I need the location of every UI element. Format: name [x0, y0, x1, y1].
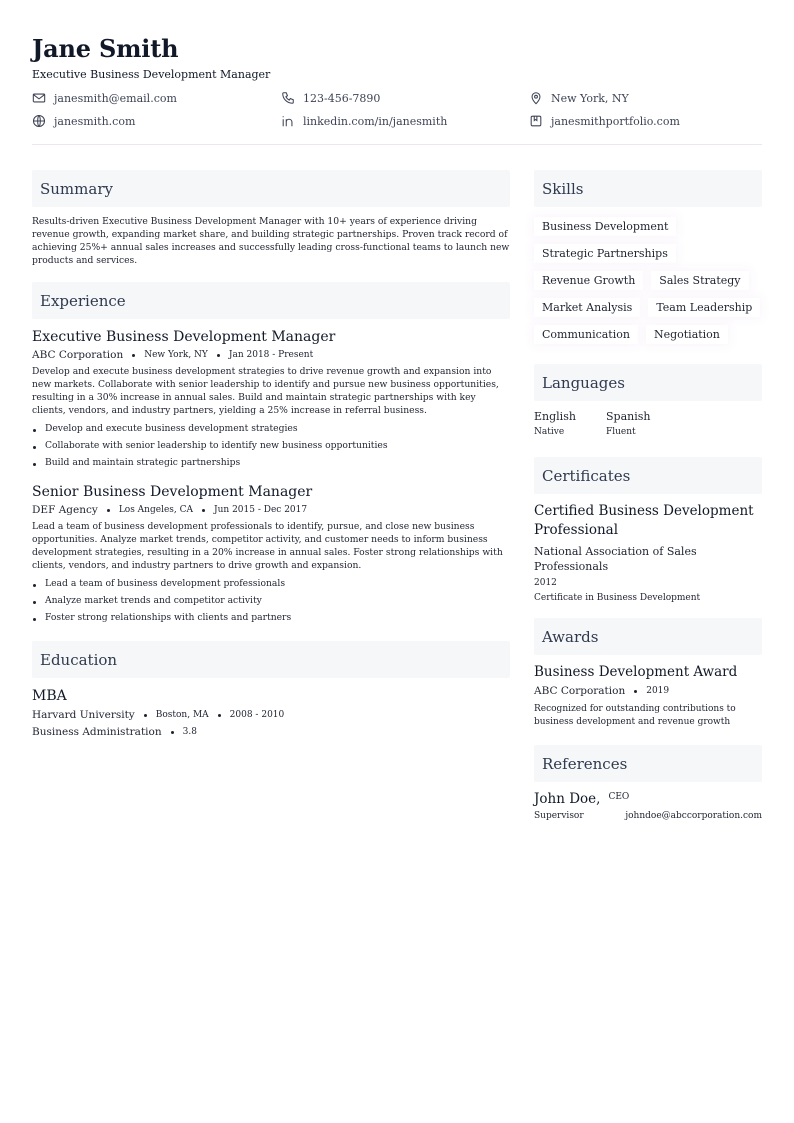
candidate-headline: Executive Business Development Manager	[32, 68, 271, 81]
education-degree: MBA	[32, 688, 67, 704]
job-entry	[32, 484, 510, 626]
job-description: Develop and execute business development strategies to drive revenue growth and expansion into new markets. Collaborate with senior leadership to identify and pursue new business opportunities, resulting in a 30% increase in annual sales. Build and maintain strategic partnerships with key clients, vendors, and industry partners, yielding a 25% increase in referral business.	[32, 366, 499, 416]
skill-tag: Team Leadership	[648, 298, 760, 317]
contact-phone[interactable]	[281, 91, 380, 105]
phone-icon	[281, 91, 295, 105]
summary-text: Results-driven Executive Business Development Manager with 10+ years of experience driving revenue growth, expanding market share, and building strategic partnerships. Proven track record of achieving 25%+ annual sales increases and successfully leading cross-functional teams to launch new products and services.	[32, 216, 510, 266]
job-meta	[32, 504, 510, 516]
skill-tag: Revenue Growth	[534, 271, 643, 290]
skill-tag: Market Analysis	[534, 298, 640, 317]
award-year: 2019	[646, 686, 670, 696]
header-divider	[32, 144, 762, 145]
reference-entry	[534, 790, 762, 821]
language-item	[606, 410, 678, 437]
job-bullet: Analyze market trends and competitor activity	[32, 592, 510, 609]
certificates-heading: Certificates	[534, 457, 762, 494]
certificate-name: Certified Business Development Professional	[534, 503, 754, 538]
award-issuer: ABC Corporation	[534, 685, 626, 697]
job-bullet: Develop and execute business development strategies	[32, 420, 510, 437]
language-name: Spanish	[606, 410, 651, 423]
portfolio-text: janesmithportfolio.com	[551, 114, 680, 128]
contact-website[interactable]	[32, 114, 135, 128]
side-column	[534, 170, 762, 821]
job-bullet: Collaborate with senior leadership to identify new business opportunities	[32, 437, 510, 454]
reference-email[interactable]: johndoe@abccorporation.com	[625, 811, 762, 821]
reference-role: CEO	[608, 792, 630, 802]
awards-heading: Awards	[534, 618, 762, 655]
education-meta	[32, 709, 510, 721]
summary-heading: Summary	[32, 170, 510, 207]
reference-details	[534, 811, 762, 821]
skill-tag: Communication	[534, 325, 638, 344]
mail-icon	[32, 91, 46, 105]
education-entry	[32, 688, 510, 738]
job-bullets	[32, 575, 510, 626]
languages-heading: Languages	[534, 364, 762, 401]
skill-tag: Business Development	[534, 217, 676, 236]
candidate-name: Jane Smith	[32, 34, 179, 63]
separator-dot	[107, 509, 110, 512]
certificate-entry	[534, 502, 762, 603]
contact-location	[529, 91, 629, 105]
certificate-issuer: National Association of Sales Professionals	[534, 545, 697, 573]
phone-text: 123-456-7890	[303, 91, 381, 105]
globe-icon	[32, 114, 46, 128]
linkedin-icon	[281, 114, 295, 128]
separator-dot	[634, 690, 637, 693]
job-location: Los Angeles, CA	[118, 505, 194, 515]
job-bullets	[32, 420, 510, 471]
job-meta	[32, 349, 510, 361]
skills-list	[534, 217, 762, 344]
reference-relation: Supervisor	[534, 811, 584, 821]
bookmark-icon	[529, 114, 543, 128]
education-heading: Education	[32, 641, 510, 678]
website-text: janesmith.com	[54, 114, 136, 128]
job-entry	[32, 329, 510, 471]
separator-dot	[202, 509, 205, 512]
linkedin-text: linkedin.com/in/janesmith	[303, 114, 448, 128]
reference-name: John Doe,	[534, 791, 601, 807]
contact-portfolio[interactable]	[529, 114, 680, 128]
education-location: Boston, MA	[155, 710, 209, 720]
job-title: Executive Business Development Manager	[32, 329, 336, 345]
separator-dot	[217, 354, 220, 357]
job-title: Senior Business Development Manager	[32, 484, 313, 500]
separator-dot	[218, 714, 221, 717]
job-company: DEF Agency	[32, 504, 98, 516]
skills-heading: Skills	[534, 170, 762, 207]
certificate-year: 2012	[534, 578, 557, 588]
certificate-description: Certificate in Business Development	[534, 593, 701, 603]
job-bullet: Foster strong relationships with clients and partners	[32, 609, 510, 626]
location-pin-icon	[529, 91, 543, 105]
separator-dot	[171, 731, 174, 734]
job-bullet: Build and maintain strategic partnerships	[32, 454, 510, 471]
skill-tag: Strategic Partnerships	[534, 244, 676, 263]
job-description: Lead a team of business development professionals to identify, pursue, and close new business opportunities. Analyze market trends, competitor activity, and customer needs to inform business development strategies, resulting in a 20% increase in annual sales. Foster strong relationships with clients, vendors, and industry partners to drive growth and expansion.	[32, 521, 503, 571]
experience-heading: Experience	[32, 282, 510, 319]
education-gpa: 3.8	[182, 727, 197, 737]
language-item	[534, 410, 606, 437]
education-field-meta	[32, 726, 510, 738]
separator-dot	[132, 354, 135, 357]
job-company: ABC Corporation	[32, 349, 124, 361]
language-name: English	[534, 410, 576, 423]
main-column	[32, 170, 510, 738]
reference-header	[534, 790, 762, 809]
languages-list	[534, 410, 762, 437]
contact-email[interactable]	[32, 91, 177, 105]
skill-tag: Sales Strategy	[651, 271, 748, 290]
separator-dot	[144, 714, 147, 717]
skill-tag: Negotiation	[646, 325, 728, 344]
education-school: Harvard University	[32, 709, 135, 721]
job-dates: Jun 2015 - Dec 2017	[214, 505, 308, 515]
award-description: Recognized for outstanding contributions to business development and revenue growth	[534, 704, 736, 727]
education-dates: 2008 - 2010	[229, 710, 285, 720]
email-text: janesmith@email.com	[54, 91, 177, 105]
job-location: New York, NY	[144, 350, 208, 360]
award-entry	[534, 663, 762, 729]
language-level: Native	[534, 427, 565, 437]
references-heading: References	[534, 745, 762, 782]
language-level: Fluent	[606, 427, 636, 437]
job-bullet: Lead a team of business development professionals	[32, 575, 510, 592]
award-name: Business Development Award	[534, 664, 738, 680]
education-field: Business Administration	[32, 726, 162, 738]
award-meta	[534, 685, 762, 697]
job-dates: Jan 2018 - Present	[228, 350, 314, 360]
contact-linkedin[interactable]	[281, 114, 447, 128]
location-text: New York, NY	[551, 91, 629, 105]
